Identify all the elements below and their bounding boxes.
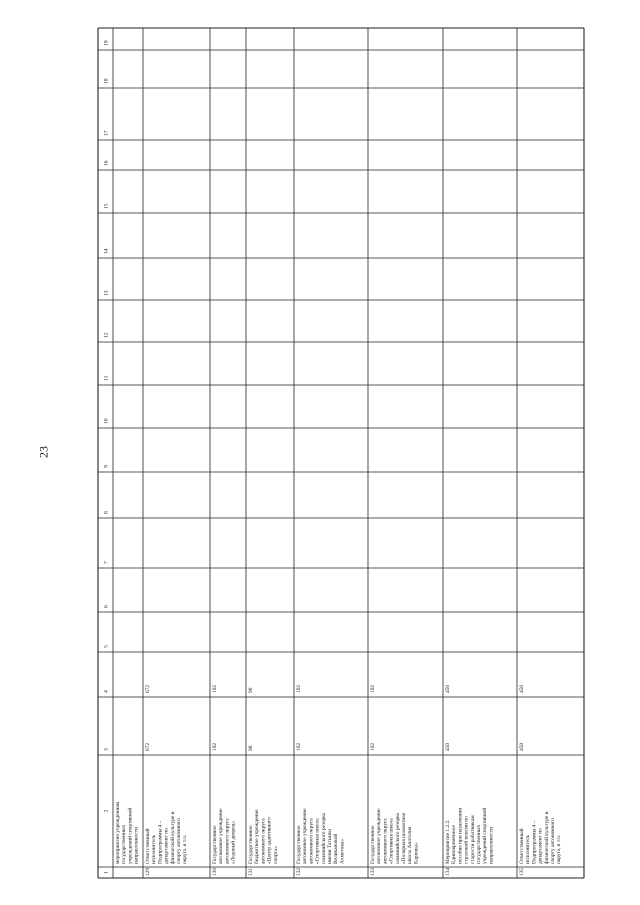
row-name-line: исполнитель <box>151 834 158 864</box>
row-name-line: автономное учреждение <box>302 808 309 864</box>
row-name-line: Великановой <box>333 833 340 864</box>
row-name-line: спорта» <box>272 845 279 864</box>
value-col3: 450 <box>445 742 451 751</box>
row-name-line: автономное учреждение <box>218 808 225 864</box>
row-name-line: Ответственный <box>145 828 151 864</box>
value-col4: 192 <box>370 684 376 693</box>
row-number: 132 <box>296 867 302 876</box>
column-header: 3 <box>103 748 110 751</box>
column-header: 8 <box>103 511 110 514</box>
column-header: 14 <box>103 248 110 254</box>
value-col3: 672 <box>145 742 151 751</box>
row-name-line: автономное учреждение <box>376 808 383 864</box>
row-name-line: физической культуре и <box>543 811 550 864</box>
page-number: 23 <box>36 446 51 458</box>
row-name-line: Государственное <box>296 825 302 864</box>
value-col3: 450 <box>519 742 525 751</box>
column-header: 18 <box>103 78 110 84</box>
row-name-line: имени Татьяны <box>327 828 333 864</box>
row-name-line: «Спортивная школа <box>388 818 395 864</box>
row-name-line: государственных <box>476 824 482 864</box>
row-number: 131 <box>248 867 254 876</box>
row-name-line: направленности <box>488 827 495 864</box>
row-number: 134 <box>445 867 451 876</box>
row-name-line: учреждений спортивной <box>127 807 134 864</box>
row-name-line: старости работникам <box>469 815 476 864</box>
column-header: 11 <box>103 375 110 381</box>
row-name-line: автономного округа <box>308 818 315 864</box>
column-header: 19 <box>103 40 110 46</box>
row-number: 135 <box>519 867 525 876</box>
row-name-line: Единовременное <box>451 825 458 864</box>
row-name-line: «Ледовый дворец» <box>230 820 237 864</box>
column-header: 13 <box>103 290 110 296</box>
row-name-line: округа, в т.ч. <box>556 834 563 864</box>
column-header: 6 <box>103 605 110 608</box>
row-name-line: страховой пенсии по <box>463 816 470 864</box>
row-name-line: Государственное <box>212 825 218 864</box>
value-col4: 672 <box>145 684 151 693</box>
row-name-line: бюджетное учреждение <box>254 809 261 864</box>
value-col4: 450 <box>519 684 525 693</box>
row-name-line: Карпова» <box>413 842 420 864</box>
row-name-line: направленности <box>133 827 140 864</box>
value-col3: 192 <box>212 742 218 751</box>
row-name-line: государственных <box>121 824 128 864</box>
column-header: 16 <box>103 160 110 166</box>
row-name-line: пособие при назначении <box>457 807 464 864</box>
row-name-line: «Полярная шахматная <box>401 812 407 864</box>
row-number: 129 <box>145 867 151 876</box>
row-name-line: округа, в т.ч. <box>182 834 189 864</box>
column-header: 17 <box>103 130 110 136</box>
row-name-line: спорту автономного <box>550 818 556 864</box>
row-name-line: Государственное <box>370 825 376 864</box>
row-number: 130 <box>212 867 218 876</box>
row-name-line: «Центр адаптивного <box>266 817 273 864</box>
column-header: 7 <box>103 561 110 564</box>
row-name-line: департамент по <box>537 828 544 864</box>
row-name-line: Подпрограммы 4 – <box>531 820 538 864</box>
column-header: 15 <box>103 203 110 209</box>
value-col3: 192 <box>296 742 302 751</box>
row-name-line: департамент по <box>163 828 170 864</box>
row-name-line: школа Анатолия <box>407 826 414 864</box>
row-name-line: исполнитель <box>525 834 532 864</box>
row-number: 133 <box>370 867 376 876</box>
row-name-line: автономного округа <box>382 818 389 864</box>
row-name-line: Мероприятие 1.2.2. <box>445 819 451 864</box>
row-name-line: автономного округа <box>260 818 267 864</box>
value-col3: 192 <box>370 742 376 751</box>
row-name-line: учреждений спортивной <box>482 807 489 864</box>
value-col3: 96 <box>248 745 254 751</box>
value-col4: 450 <box>445 684 451 693</box>
column-header: 1 <box>103 871 110 874</box>
row-name-line: олимпийского резерва <box>394 812 401 864</box>
row-name-line: спорту автономного <box>176 818 182 864</box>
column-header: 2 <box>103 809 110 813</box>
column-header: 12 <box>103 332 110 338</box>
value-col4: 192 <box>212 684 218 693</box>
row-name-line: автономного округа <box>224 818 231 864</box>
row-name-line: Ответственный <box>519 828 525 864</box>
column-header: 9 <box>103 465 110 468</box>
value-col4: 96 <box>248 687 254 693</box>
column-header: 5 <box>103 645 110 648</box>
column-header: 4 <box>103 690 110 693</box>
row-name-line: мероприятия учреждениям <box>115 801 121 864</box>
row-name-line: физической культуре и <box>169 811 176 864</box>
row-name-line: Государственное <box>248 825 254 864</box>
row-name-line: «Спортивная школа <box>314 818 321 864</box>
row-name-line: Подпрограммы 4 – <box>157 820 164 864</box>
table-grid-lines <box>98 28 584 878</box>
value-col4: 192 <box>296 684 302 693</box>
column-header: 10 <box>103 418 110 424</box>
row-name-line: Ахметова» <box>339 839 346 864</box>
row-name-line: олимпийского резерва <box>320 812 327 864</box>
table-text <box>104 40 563 876</box>
